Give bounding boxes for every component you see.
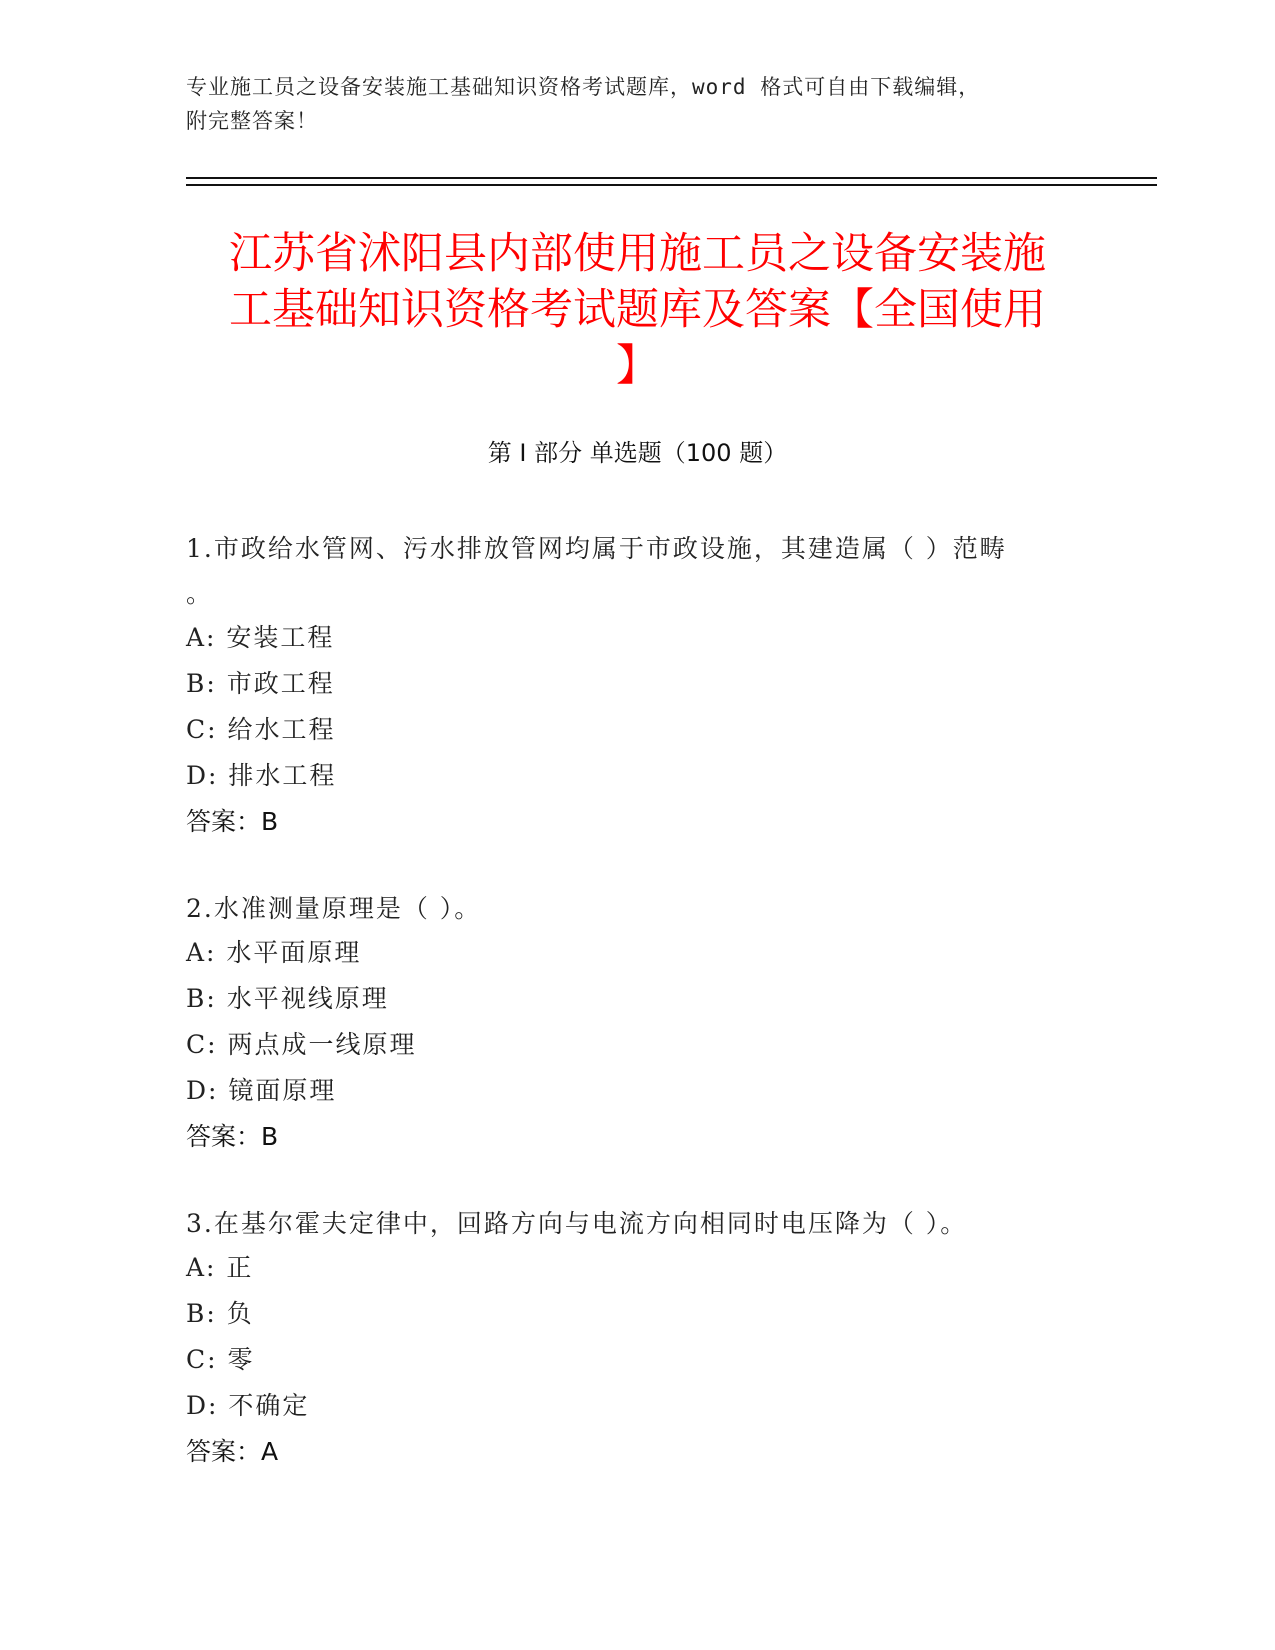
option-c: C: 零 bbox=[186, 1345, 255, 1374]
question-stem: 3.在基尔霍夫定律中，回路方向与电流方向相同时电压降为（ ）。 bbox=[186, 1209, 968, 1238]
answer: 答案：A bbox=[186, 1437, 279, 1466]
option-d: D: 镜面原理 bbox=[186, 1076, 337, 1105]
option-b: B: 市政工程 bbox=[186, 669, 335, 698]
answer: 答案：B bbox=[186, 1122, 279, 1151]
option-b: B: 水平视线原理 bbox=[186, 984, 389, 1013]
section-heading: 第 I 部分 单选题（100 题） bbox=[487, 439, 788, 467]
document-title bbox=[186, 226, 1089, 394]
option-d: D: 不确定 bbox=[186, 1391, 310, 1420]
title-line: 江苏省沭阳县内部使用施工员之设备安装施 bbox=[229, 229, 1046, 279]
question-list bbox=[186, 525, 1086, 1515]
header-note-line: 专业施工员之设备安装施工基础知识资格考试题库，word 格式可自由下载编辑， bbox=[186, 75, 981, 99]
header-note-line: 附完整答案！ bbox=[186, 109, 318, 133]
question-stem: 。 bbox=[186, 579, 214, 608]
option-c: C: 给水工程 bbox=[186, 715, 336, 744]
title-line: 工基础知识资格考试题库及答案【全国使用 bbox=[229, 285, 1046, 335]
option-a: A: 安装工程 bbox=[186, 623, 335, 652]
question-item bbox=[186, 1200, 1086, 1475]
question-item bbox=[186, 885, 1086, 1160]
title-line: 】 bbox=[616, 341, 659, 391]
header-divider bbox=[186, 184, 1157, 186]
header-note bbox=[186, 70, 1086, 138]
question-item bbox=[186, 525, 1086, 845]
header-divider bbox=[186, 177, 1157, 179]
answer: 答案：B bbox=[186, 807, 279, 836]
question-stem: 1.市政给水管网、污水排放管网均属于市政设施，其建造属（ ）范畴 bbox=[186, 534, 1007, 563]
option-a: A: 正 bbox=[186, 1253, 254, 1282]
option-d: D: 排水工程 bbox=[186, 761, 337, 790]
option-c: C: 两点成一线原理 bbox=[186, 1030, 417, 1059]
option-b: B: 负 bbox=[186, 1299, 254, 1328]
question-stem: 2.水准测量原理是（ ）。 bbox=[186, 894, 482, 923]
option-a: A: 水平面原理 bbox=[186, 938, 362, 967]
